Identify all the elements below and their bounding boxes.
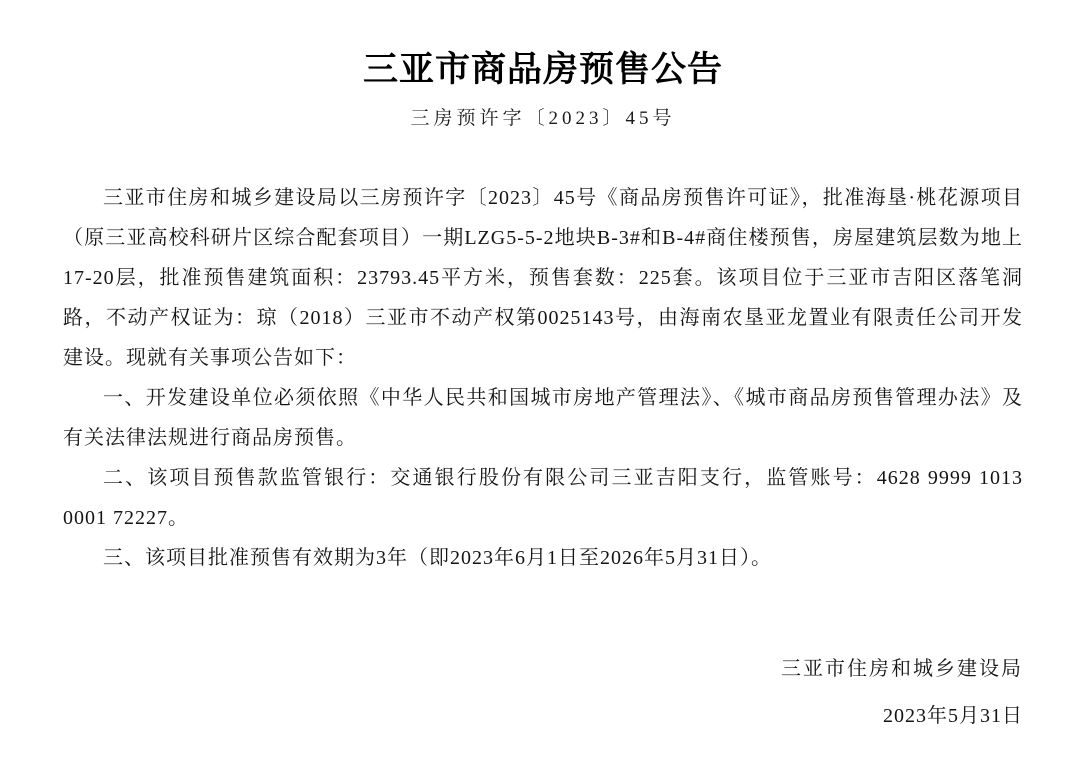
document-body (63, 178, 1023, 578)
issuer-signature: 三亚市住房和城乡建设局 (781, 658, 1023, 680)
paragraph-item-1: 一、开发建设单位必须依照《中华人民共和国城市房地产管理法》、《城市商品房预售管理办法》及有关法律法规进行商品房预售。 (63, 387, 1023, 449)
paragraph-intro: 三亚市住房和城乡建设局以三房预许字〔2023〕45号《商品房预售许可证》，批准海垦·桃花源项目（原三亚高校科研片区综合配套项目）一期LZG5-5-2地块B-3#和B-4#商住楼预售，房屋建筑层数为地上17-20层，批准预售建筑面积：23793.45平方米，预售套数：225套。该项目位于三亚市吉阳区落笔洞路，不动产权证为：琼（2018）三亚市不动产权第0025143号，由海南农垦亚龙置业有限责任公司开发建设。现就有关事项公告如下： (63, 187, 1023, 369)
paragraph-item-3: 三、该项目批准预售有效期为3年（即2023年6月1日至2026年5月31日）。 (103, 547, 772, 569)
document-number: 三房预许字〔2023〕45号 (410, 108, 676, 129)
issue-date: 2023年5月31日 (883, 705, 1023, 727)
document-footer (63, 654, 1023, 731)
paragraph-item-2: 二、该项目预售款监管银行：交通银行股份有限公司三亚吉阳支行，监管账号：4628 9999 1013 0001 72227。 (63, 467, 1023, 529)
document-title: 三亚市商品房预售公告 (362, 50, 723, 89)
